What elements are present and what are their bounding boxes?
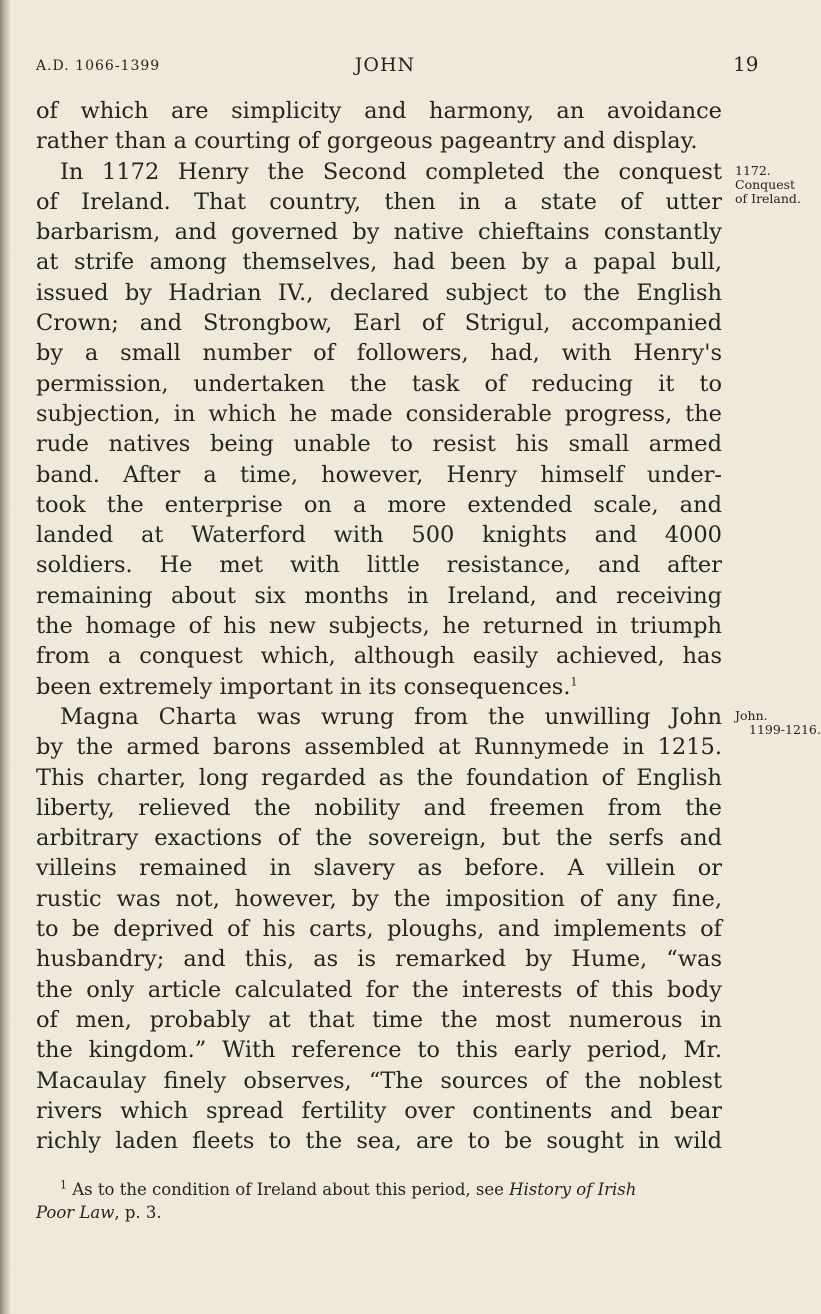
footnote-line	[36, 1201, 722, 1224]
text-line: rather than a courting of gorgeous pageantry and display.	[36, 128, 698, 155]
text-line: of which are simplicity and harmony, an avoidance	[36, 98, 722, 124]
footnote-text: , p. 3.	[114, 1203, 162, 1222]
text-line: arbitrary exactions of the sovereign, but the serfs and	[36, 825, 722, 852]
text-line: soldiers. He met with little resistance, and after	[36, 552, 722, 579]
text-line: subjection, in which he made considerable progress, the	[36, 400, 722, 427]
text-line: by a small number of followers, had, with Henry's	[36, 340, 722, 367]
text-line: took the enterprise on a more extended scale, and	[36, 491, 722, 518]
margin-note-text: Conquest of Ireland.	[735, 177, 801, 206]
text-line: husbandry; and this, as is remarked by Hume, “was	[36, 946, 722, 973]
text-line: richly laden fleets to the sea, are to be sought in wild	[36, 1128, 722, 1155]
header-date-range: A.D. 1066-1399	[36, 58, 161, 74]
text-line: from a conquest which, although easily achieved, has	[36, 643, 722, 670]
text-line: rivers which spread fertility over continents and bear	[36, 1097, 722, 1124]
text-line: at strife among themselves, had been by a papal bull,	[36, 249, 722, 276]
footnote-text: As to the condition of Ireland about this period, see	[72, 1180, 510, 1199]
footnote-title: History of Irish	[509, 1180, 637, 1199]
page-number: 19	[733, 52, 759, 76]
text-line: This charter, long regarded as the foundation of English	[36, 764, 722, 791]
text-line: permission, undertaken the task of reducing it to	[36, 370, 722, 397]
margin-note-year: John.	[735, 708, 768, 723]
text-line: Crown; and Strongbow, Earl of Strigul, accompanied	[36, 310, 722, 337]
text-line: by the armed barons assembled at Runnymede in 1215.	[36, 734, 722, 761]
footnote	[36, 1178, 722, 1224]
footnote-reference: 1	[570, 675, 578, 689]
text-line: Macaulay finely observes, “The sources of the noblest	[36, 1067, 722, 1094]
text-line: rustic was not, however, by the imposition of any fine,	[36, 885, 722, 912]
text-line: the kingdom.” With reference to this early period, Mr.	[36, 1037, 722, 1064]
text-line: liberty, relieved the nobility and freemen from the	[36, 794, 722, 821]
binding-gutter	[0, 0, 10, 1314]
text-line: band. After a time, however, Henry himself under-	[36, 461, 722, 488]
footnote-marker: 1	[60, 1178, 67, 1192]
text-line: of Ireland. That country, then in a state of utter	[36, 188, 722, 215]
text-line: of men, probably at that time the most numerous in	[36, 1006, 722, 1033]
margin-note-year: 1172.	[735, 163, 771, 178]
text-line-content: been extremely important in its consequences.	[36, 673, 571, 700]
margin-note-text: 1199-1216.	[749, 722, 821, 737]
text-line: In 1172 Henry the Second completed the conquest	[60, 158, 722, 185]
running-header	[0, 48, 800, 78]
footnote-line	[36, 1178, 722, 1201]
margin-note-conquest	[735, 164, 801, 206]
text-line: remaining about six months in Ireland, and receiving	[36, 582, 722, 609]
text-line: the only article calculated for the interests of this body	[36, 976, 722, 1003]
text-line: the homage of his new subjects, he returned in triumph	[36, 613, 722, 640]
header-title: JOHN	[354, 54, 416, 76]
text-line: to be deprived of his carts, ploughs, and implements of	[36, 916, 722, 943]
text-line: issued by Hadrian IV., declared subject to the English	[36, 279, 722, 306]
footnote-title: Poor Law	[36, 1203, 115, 1222]
text-line: villeins remained in slavery as before. A villein or	[36, 855, 722, 882]
text-line-with-footnote	[36, 672, 722, 702]
text-line: landed at Waterford with 500 knights and 4000	[36, 522, 722, 549]
text-line: rude natives being unable to resist his small armed	[36, 431, 722, 458]
margin-note-john	[735, 708, 821, 737]
body-text	[36, 96, 722, 1156]
text-line: Magna Charta was wrung from the unwilling John	[60, 703, 722, 730]
text-line: barbarism, and governed by native chieftains constantly	[36, 219, 722, 246]
